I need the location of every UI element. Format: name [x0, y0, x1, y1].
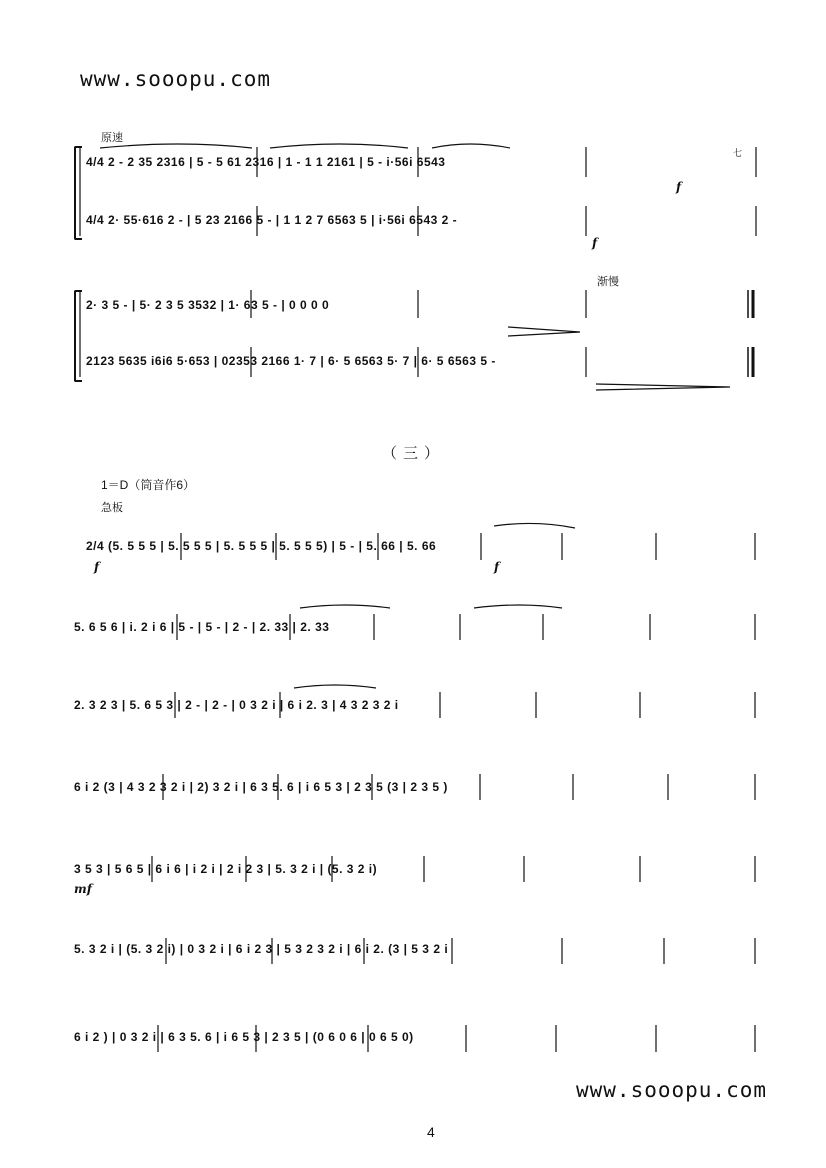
notation-row-1: 2/4 (5. 5 5 5 | 5. 5 5 5 | 5. 5 5 5 | 5. 5 5 5) | 5 - | 5. 66 | 5. 66 [86, 539, 437, 553]
tempo-mark-jiban: 急板 [101, 502, 123, 514]
dynamic-mf: mf [74, 882, 92, 896]
dynamic-f: f [676, 180, 682, 194]
dynamic-f: f [494, 560, 500, 574]
tempo-mark-jianman: 渐慢 [597, 276, 619, 288]
page-number: 4 [427, 1124, 435, 1140]
dynamic-f: f [592, 236, 598, 250]
slur [432, 144, 510, 148]
notation-row-6: 5. 3 2 i | (5. 3 2 i) | 0 3 2 i | 6 i 2 3 | 5 3 2 3 2 i | 6 i 2. (3 | 5 3 2 i [74, 942, 449, 956]
system1-top-staff: 4/4 2 - 2 35 2316 | 5 - 5 61 2316 | 1 - 1 1 2161 | 5 - i·56i 6543 [86, 155, 446, 169]
slur [270, 144, 408, 148]
section-title: （三） [382, 445, 446, 462]
notation-row-4: 6 i 2 (3 | 4 3 2 3 2 i | 2) 3 2 i | 6 3 5. 6 | i 6 5 3 | 2 3 5 (3 | 2 3 5 ) [74, 780, 448, 794]
key-signature: 1＝D（筒音作6） [101, 478, 196, 492]
watermark-bottom: www.sooopu.com [576, 1078, 768, 1102]
notation-row-2: 5. 6 5 6 | i. 2 i 6 | 5 - | 5 - | 2 - | 2. 33 | 2. 33 [74, 620, 330, 634]
notation-row-7: 6 i 2 ) | 0 3 2 i | 6 3 5. 6 | i 6 5 3 | 2 3 5 | (0 6 0 6 | 0 6 5 0) [74, 1030, 414, 1044]
system2-bottom-staff: 2123 5635 i6i6 5·653 | 02353 2166 1· 7 | 6· 5 6563 5· 7 | 6· 5 6563 5 - [86, 354, 496, 368]
notation-row-5: 3 5 3 | 5 6 5 | 6 i 6 | i 2 i | 2 i 2 3 | 5. 3 2 i | (5. 3 2 i) [74, 862, 378, 876]
system1-bottom-staff: 4/4 2· 55·616 2 - | 5 23 2166 5 - | 1 1 2 7 6563 5 | i·56i 6543 2 - [86, 213, 458, 227]
system2-top-staff: 2· 3 5 - | 5· 2 3 5 3532 | 1· 63 5 - | 0 0 0 0 [86, 298, 330, 312]
tempo-mark-yuansu: 原速 [101, 132, 123, 144]
decrescendo-hairpin [596, 384, 730, 390]
notation-row-3: 2. 3 2 3 | 5. 6 5 3 | 2 - | 2 - | 0 3 2 i | 6 i 2. 3 | 4 3 2 3 2 i [74, 698, 399, 712]
dynamic-f: f [94, 560, 100, 574]
watermark-top: www.sooopu.com [80, 67, 272, 91]
decrescendo-hairpin [508, 327, 580, 336]
ornament-mark: 七 [733, 148, 743, 158]
slur [100, 144, 252, 148]
